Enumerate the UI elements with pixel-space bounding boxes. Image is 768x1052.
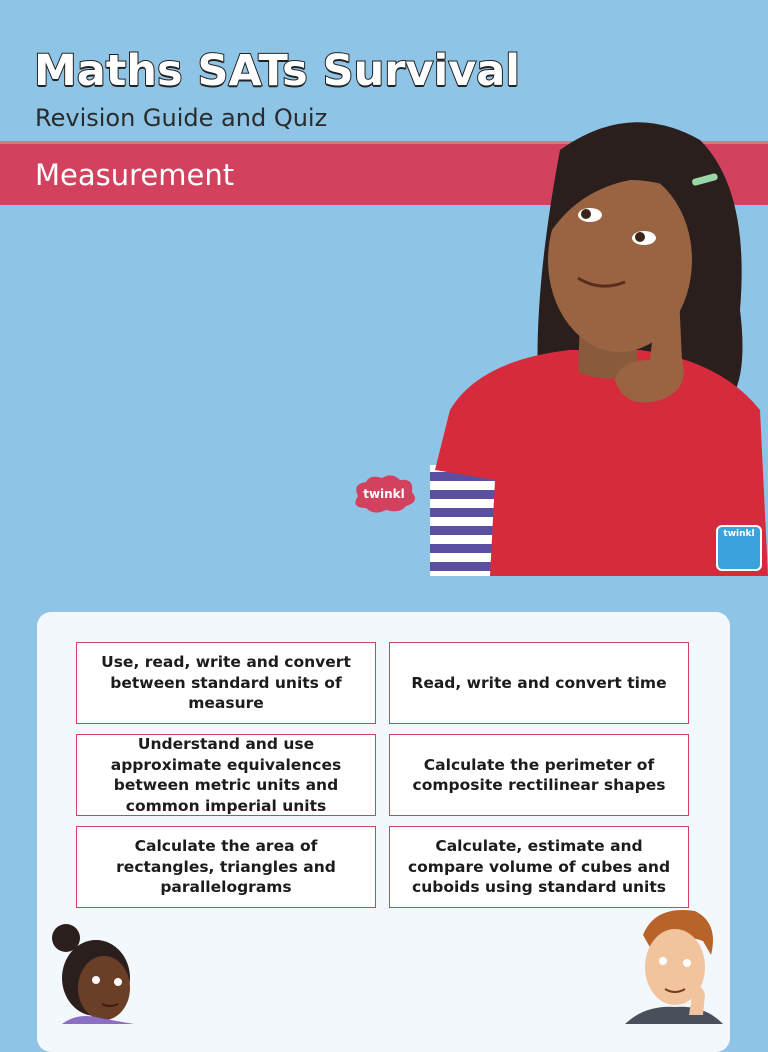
quality-badge-text: twinkl [723, 529, 755, 539]
quality-badge [716, 525, 762, 571]
topic-label: Measurement [35, 158, 235, 192]
topic-card-area[interactable]: Calculate the area of rectangles, triangles and parallelograms [76, 826, 376, 908]
twinkl-logo [348, 474, 420, 514]
topic-card-equivalences[interactable]: Understand and use approximate equivalences between metric units and common imperial units [76, 734, 376, 816]
topic-card-time[interactable]: Read, write and convert time [389, 642, 689, 724]
thinking-girl-small-illustration [38, 922, 148, 1024]
thinking-boy-illustration [615, 905, 725, 1024]
page-subtitle: Revision Guide and Quiz [35, 104, 328, 132]
topic-card-units[interactable]: Use, read, write and convert between standard units of measure [76, 642, 376, 724]
topic-card-volume[interactable]: Calculate, estimate and compare volume of cubes and cuboids using standard units [389, 826, 689, 908]
topic-card-perimeter[interactable]: Calculate the perimeter of composite rectilinear shapes [389, 734, 689, 816]
page-title: Maths SATs Survival [34, 46, 520, 96]
twinkl-logo-text: twinkl [363, 487, 405, 501]
thinking-girl-illustration [420, 110, 768, 576]
